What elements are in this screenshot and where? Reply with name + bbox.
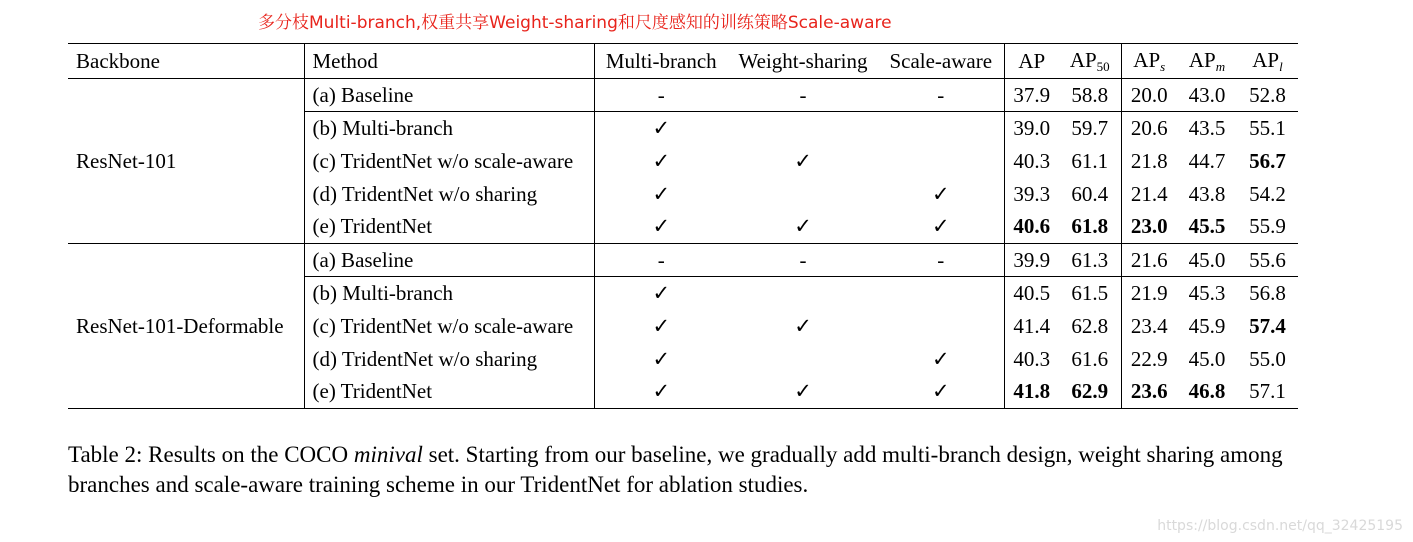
sa-cell xyxy=(878,112,1004,145)
ap-cell: 40.5 xyxy=(1013,280,1051,305)
mb-cell: ✓ xyxy=(652,181,671,206)
header-row xyxy=(68,44,1298,79)
header-aps xyxy=(1121,44,1177,79)
mb-cell: - xyxy=(594,79,728,112)
apm-cell: 44.7 xyxy=(1188,148,1226,173)
apl-cell: 57.1 xyxy=(1237,376,1298,409)
ap-cell: 39.9 xyxy=(1004,244,1059,277)
apl-cell: 54.2 xyxy=(1249,181,1286,206)
apm-cell: 45.0 xyxy=(1177,244,1237,277)
mb-cell: - xyxy=(594,244,728,277)
sa-cell: ✓ xyxy=(878,211,1004,244)
caption-suffix: set. Starting from our baseline, we gradually add multi-branch design, weight sharing among branches and scale-aware training scheme in our TridentNet for ablation studies. xyxy=(68,442,1283,497)
ap50-cell: 60.4 xyxy=(1059,178,1121,211)
header-apl-sub: l xyxy=(1279,58,1283,74)
header-apm xyxy=(1177,44,1237,79)
method-cell: (e) TridentNet xyxy=(304,211,594,244)
aps-cell: 21.6 xyxy=(1121,244,1177,277)
ap-cell: 39.0 xyxy=(1013,115,1051,140)
sa-cell xyxy=(878,310,1004,343)
ws-cell: - xyxy=(728,79,878,112)
apm-cell: 43.0 xyxy=(1177,79,1237,112)
apl-cell: 56.8 xyxy=(1249,280,1286,305)
aps-cell: 23.6 xyxy=(1121,376,1177,409)
annotation-note: 多分枝Multi-branch,权重共享Weight-sharing和尺度感知的训练策略Scale-aware xyxy=(258,13,892,33)
aps-cell: 22.9 xyxy=(1130,346,1168,371)
header-weight-sharing: Weight-sharing xyxy=(728,44,878,79)
table-caption xyxy=(68,440,1308,500)
header-apm-sub: m xyxy=(1215,58,1226,74)
method-cell: (c) TridentNet w/o scale-aware xyxy=(304,145,594,178)
ws-cell: ✓ xyxy=(728,211,878,244)
sa-cell xyxy=(878,277,1004,310)
sa-cell: ✓ xyxy=(878,343,1004,376)
caption-prefix: Table 2: Results on the COCO xyxy=(68,442,354,467)
sa-cell: ✓ xyxy=(878,376,1004,409)
ap50-cell: 61.8 xyxy=(1059,211,1121,244)
ws-cell xyxy=(728,112,878,145)
ap-cell: 39.3 xyxy=(1013,181,1051,206)
apl-cell: 57.4 xyxy=(1249,313,1286,338)
header-apm-main: AP xyxy=(1188,47,1216,72)
caption-emphasis: minival xyxy=(353,442,423,467)
aps-cell: 23.0 xyxy=(1121,211,1177,244)
ws-cell: ✓ xyxy=(794,313,812,338)
header-ap50 xyxy=(1059,44,1121,79)
method-cell: (a) Baseline xyxy=(304,79,594,112)
watermark: https://blog.csdn.net/qq_32425195 xyxy=(1157,518,1403,534)
header-backbone: Backbone xyxy=(68,44,304,79)
ap-cell: 40.3 xyxy=(1013,148,1051,173)
apm-cell: 43.8 xyxy=(1188,181,1226,206)
method-cell: (d) TridentNet w/o sharing xyxy=(304,343,594,376)
ws-cell xyxy=(728,277,878,310)
apl-cell: 55.1 xyxy=(1249,115,1286,140)
table-row xyxy=(68,244,1298,277)
apm-cell: 45.5 xyxy=(1177,211,1237,244)
ap50-cell: 61.1 xyxy=(1059,145,1121,178)
ws-cell: - xyxy=(728,244,878,277)
ap50-cell: 58.8 xyxy=(1059,79,1121,112)
apl-cell: 56.7 xyxy=(1249,148,1286,173)
sa-cell: - xyxy=(878,79,1004,112)
aps-cell: 20.6 xyxy=(1130,115,1168,140)
ap50-cell: 61.6 xyxy=(1059,343,1121,376)
method-cell: (c) TridentNet w/o scale-aware xyxy=(304,310,594,343)
aps-cell: 21.4 xyxy=(1130,181,1168,206)
ap-cell: 41.8 xyxy=(1004,376,1059,409)
header-aps-main: AP xyxy=(1133,47,1161,72)
header-ap50-sub: 50 xyxy=(1096,58,1110,74)
apm-cell: 46.8 xyxy=(1177,376,1237,409)
mb-cell: ✓ xyxy=(652,280,671,305)
apm-cell: 45.0 xyxy=(1188,346,1226,371)
mb-cell: ✓ xyxy=(594,376,728,409)
ap-cell: 40.6 xyxy=(1004,211,1059,244)
aps-cell: 21.8 xyxy=(1130,148,1168,173)
backbone-cell: ResNet-101 xyxy=(68,79,304,244)
ap-cell: 40.3 xyxy=(1013,346,1051,371)
ws-cell: ✓ xyxy=(794,148,812,173)
ws-cell xyxy=(728,343,878,376)
method-cell: (d) TridentNet w/o sharing xyxy=(304,178,594,211)
ap50-cell: 61.3 xyxy=(1059,244,1121,277)
apm-cell: 45.9 xyxy=(1188,313,1226,338)
header-apl xyxy=(1237,44,1298,79)
aps-cell: 23.4 xyxy=(1130,313,1168,338)
ap50-cell: 62.8 xyxy=(1059,310,1121,343)
aps-cell: 21.9 xyxy=(1130,280,1168,305)
table-row xyxy=(68,79,1298,112)
ap50-cell: 61.5 xyxy=(1059,277,1121,310)
apm-cell: 45.3 xyxy=(1188,280,1226,305)
ws-cell xyxy=(728,178,878,211)
backbone-cell: ResNet-101-Deformable xyxy=(68,244,304,409)
sa-cell: - xyxy=(878,244,1004,277)
apl-cell: 55.6 xyxy=(1237,244,1298,277)
ap-cell: 41.4 xyxy=(1013,313,1051,338)
mb-cell: ✓ xyxy=(652,148,671,173)
header-apl-main: AP xyxy=(1252,47,1280,72)
mb-cell: ✓ xyxy=(652,115,671,140)
apl-cell: 55.9 xyxy=(1237,211,1298,244)
mb-cell: ✓ xyxy=(652,346,671,371)
method-cell: (a) Baseline xyxy=(304,244,594,277)
header-method: Method xyxy=(304,44,594,79)
sa-cell: ✓ xyxy=(878,178,1004,211)
mb-cell: ✓ xyxy=(652,313,671,338)
ap50-cell: 59.7 xyxy=(1059,112,1121,145)
results-table xyxy=(68,43,1298,409)
mb-cell: ✓ xyxy=(594,211,728,244)
aps-cell: 20.0 xyxy=(1121,79,1177,112)
apl-cell: 55.0 xyxy=(1249,346,1286,371)
header-aps-sub: s xyxy=(1160,58,1166,74)
header-scale-aware: Scale-aware xyxy=(878,44,1004,79)
apl-cell: 52.8 xyxy=(1237,79,1298,112)
ws-cell: ✓ xyxy=(728,376,878,409)
header-ap: AP xyxy=(1004,44,1059,79)
method-cell: (b) Multi-branch xyxy=(304,277,594,310)
ap50-cell: 62.9 xyxy=(1059,376,1121,409)
apm-cell: 43.5 xyxy=(1188,115,1226,140)
header-ap50-main: AP xyxy=(1069,47,1097,72)
sa-cell xyxy=(878,145,1004,178)
method-cell: (e) TridentNet xyxy=(304,376,594,409)
method-cell: (b) Multi-branch xyxy=(304,112,594,145)
ap-cell: 37.9 xyxy=(1004,79,1059,112)
header-multi-branch: Multi-branch xyxy=(594,44,728,79)
